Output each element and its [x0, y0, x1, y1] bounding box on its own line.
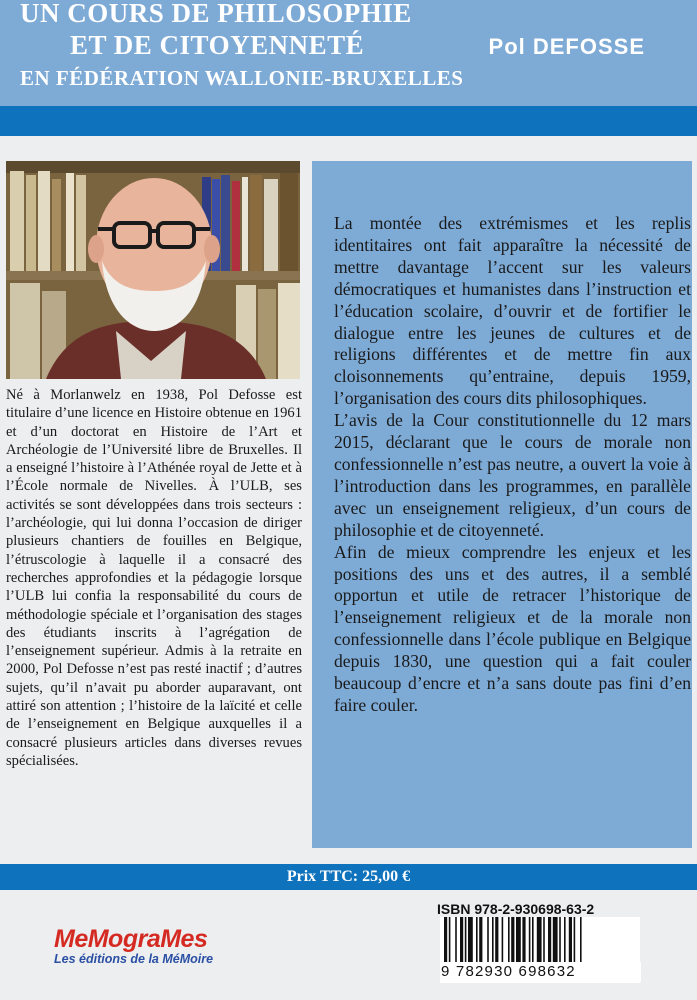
barcode-bars	[440, 917, 640, 963]
barcode-bar	[580, 917, 582, 963]
barcode-bar	[537, 917, 542, 963]
barcode-bar	[468, 917, 473, 963]
barcode-bar	[508, 917, 510, 963]
author-portrait-image	[6, 161, 300, 379]
author-biography	[6, 386, 302, 770]
publisher-logo	[54, 925, 213, 966]
barcode-bar	[479, 917, 482, 963]
book-title-line-1: UN COURS DE PHILOSOPHIE	[20, 0, 412, 28]
barcode-bar	[516, 917, 521, 963]
biography-text: Né à Morlanwelz en 1938, Pol Defosse est titulaire d’une licence en Histoire obtenue en 1961 et d’un doctorat en Histoire de l’Art et Archéologie de l’Université libre de Bruxelles. Il a enseigné l’histoire à l’Athénée royal de Jette et à l’École normale de Nivelles. À l’ULB, ses activités se sont développées dans trois secteurs : l’archéologie, qui lui donna l’occasion de diriger plusieurs chantiers de fouilles en Belgique, l’étruscologie à laquelle il a consacré des recherches approfondies et la pédagogie lorsque l’ULB lui confia la responsabilité du cours de méthodologie spéciale et l’organisation des stages des étudiants inscrits à l’agrégation de l’enseignement supérieur. Admis à la retraite en 2000, Pol Defosse n’est pas resté inactif ; d’autres sujets, qu’il n’avait pu aborder auparavant, ont attiré son attention ; l’histoire de la laïcité et celle de l’enseignement en Belgique auxquelles il a consacré plusieurs articles dans diverses revues spécialisées.	[6, 387, 302, 769]
book-title-line-2: ET DE CITOYENNETÉ	[70, 30, 365, 60]
summary-text	[334, 213, 691, 717]
price-label: Prix TTC: 25,00 €	[286, 868, 411, 885]
barcode-bar	[487, 917, 489, 963]
barcode-bar	[465, 917, 467, 963]
barcode-bar	[543, 917, 545, 963]
book-subtitle: EN FÉDÉRATION WALLONIE-BRUXELLES	[20, 66, 464, 90]
summary-paragraph-1: La montée des extrémismes et les replis identitaires ont fait apparaître la nécessité de mettre davantage l’accent sur les valeurs démocratiques et humanistes dans l’instruction et l’éducation scolaire, d’ouvrir et de fortifier le dialogue entre les jeunes de cultures et de religions différentes et de mettre fin aux cloisonnements qu’entraine, depuis 1959, l’organisation des cours dits philosophiques.	[334, 213, 691, 409]
barcode-bar	[559, 917, 561, 963]
summary-paragraph-2: L’avis de la Cour constitutionnelle du 12 mars 2015, déclarant que le cours de morale non confessionnelle n’est pas neutre, a ouvert la voie à l’introduction dans les programmes, en parallèle avec un enseignement religieux, d’un cours de philosophie et de citoyenneté.	[334, 410, 691, 540]
barcode-bar	[460, 917, 463, 963]
author-name: Pol DEFOSSE	[488, 34, 645, 59]
publisher-name: MeMograMes	[54, 925, 208, 953]
author-photo	[6, 161, 300, 379]
barcode-bar	[449, 917, 451, 963]
isbn-number: ISBN 978-2-930698-63-2	[437, 901, 595, 917]
header-banner	[0, 0, 697, 106]
header-dark-band	[0, 106, 697, 136]
barcode-bar	[569, 917, 572, 963]
publisher-subtitle: Les éditions de la MéMoire	[54, 952, 214, 966]
barcode-bar	[495, 917, 498, 963]
barcode-bar	[492, 917, 494, 963]
barcode-bar	[511, 917, 514, 963]
barcode-bar	[529, 917, 531, 963]
barcode-bar	[574, 917, 576, 963]
barcode-bar	[502, 917, 504, 963]
summary-paragraph-3: Afin de mieux comprendre les enjeux et les positions des uns et des autres, il a semblé opportun et utile de retracer l’historique de l’enseignement religieux et de la morale non confessionnelle dans l’école publique en Belgique depuis 1830, une question qui a fait couler beaucoup d’encre et n’a sans doute pas fini d’en faire couler.	[334, 541, 691, 715]
price-band	[0, 864, 697, 890]
barcode-digits: 9 782930 698632	[441, 962, 641, 982]
barcode-bar	[532, 917, 534, 963]
barcode-bar	[548, 917, 551, 963]
barcode-bar	[553, 917, 558, 963]
barcode-bar	[444, 917, 447, 963]
barcode-bar	[455, 917, 457, 963]
barcode-bar	[522, 917, 525, 963]
barcode-bar	[564, 917, 566, 963]
barcode-bar	[476, 917, 478, 963]
